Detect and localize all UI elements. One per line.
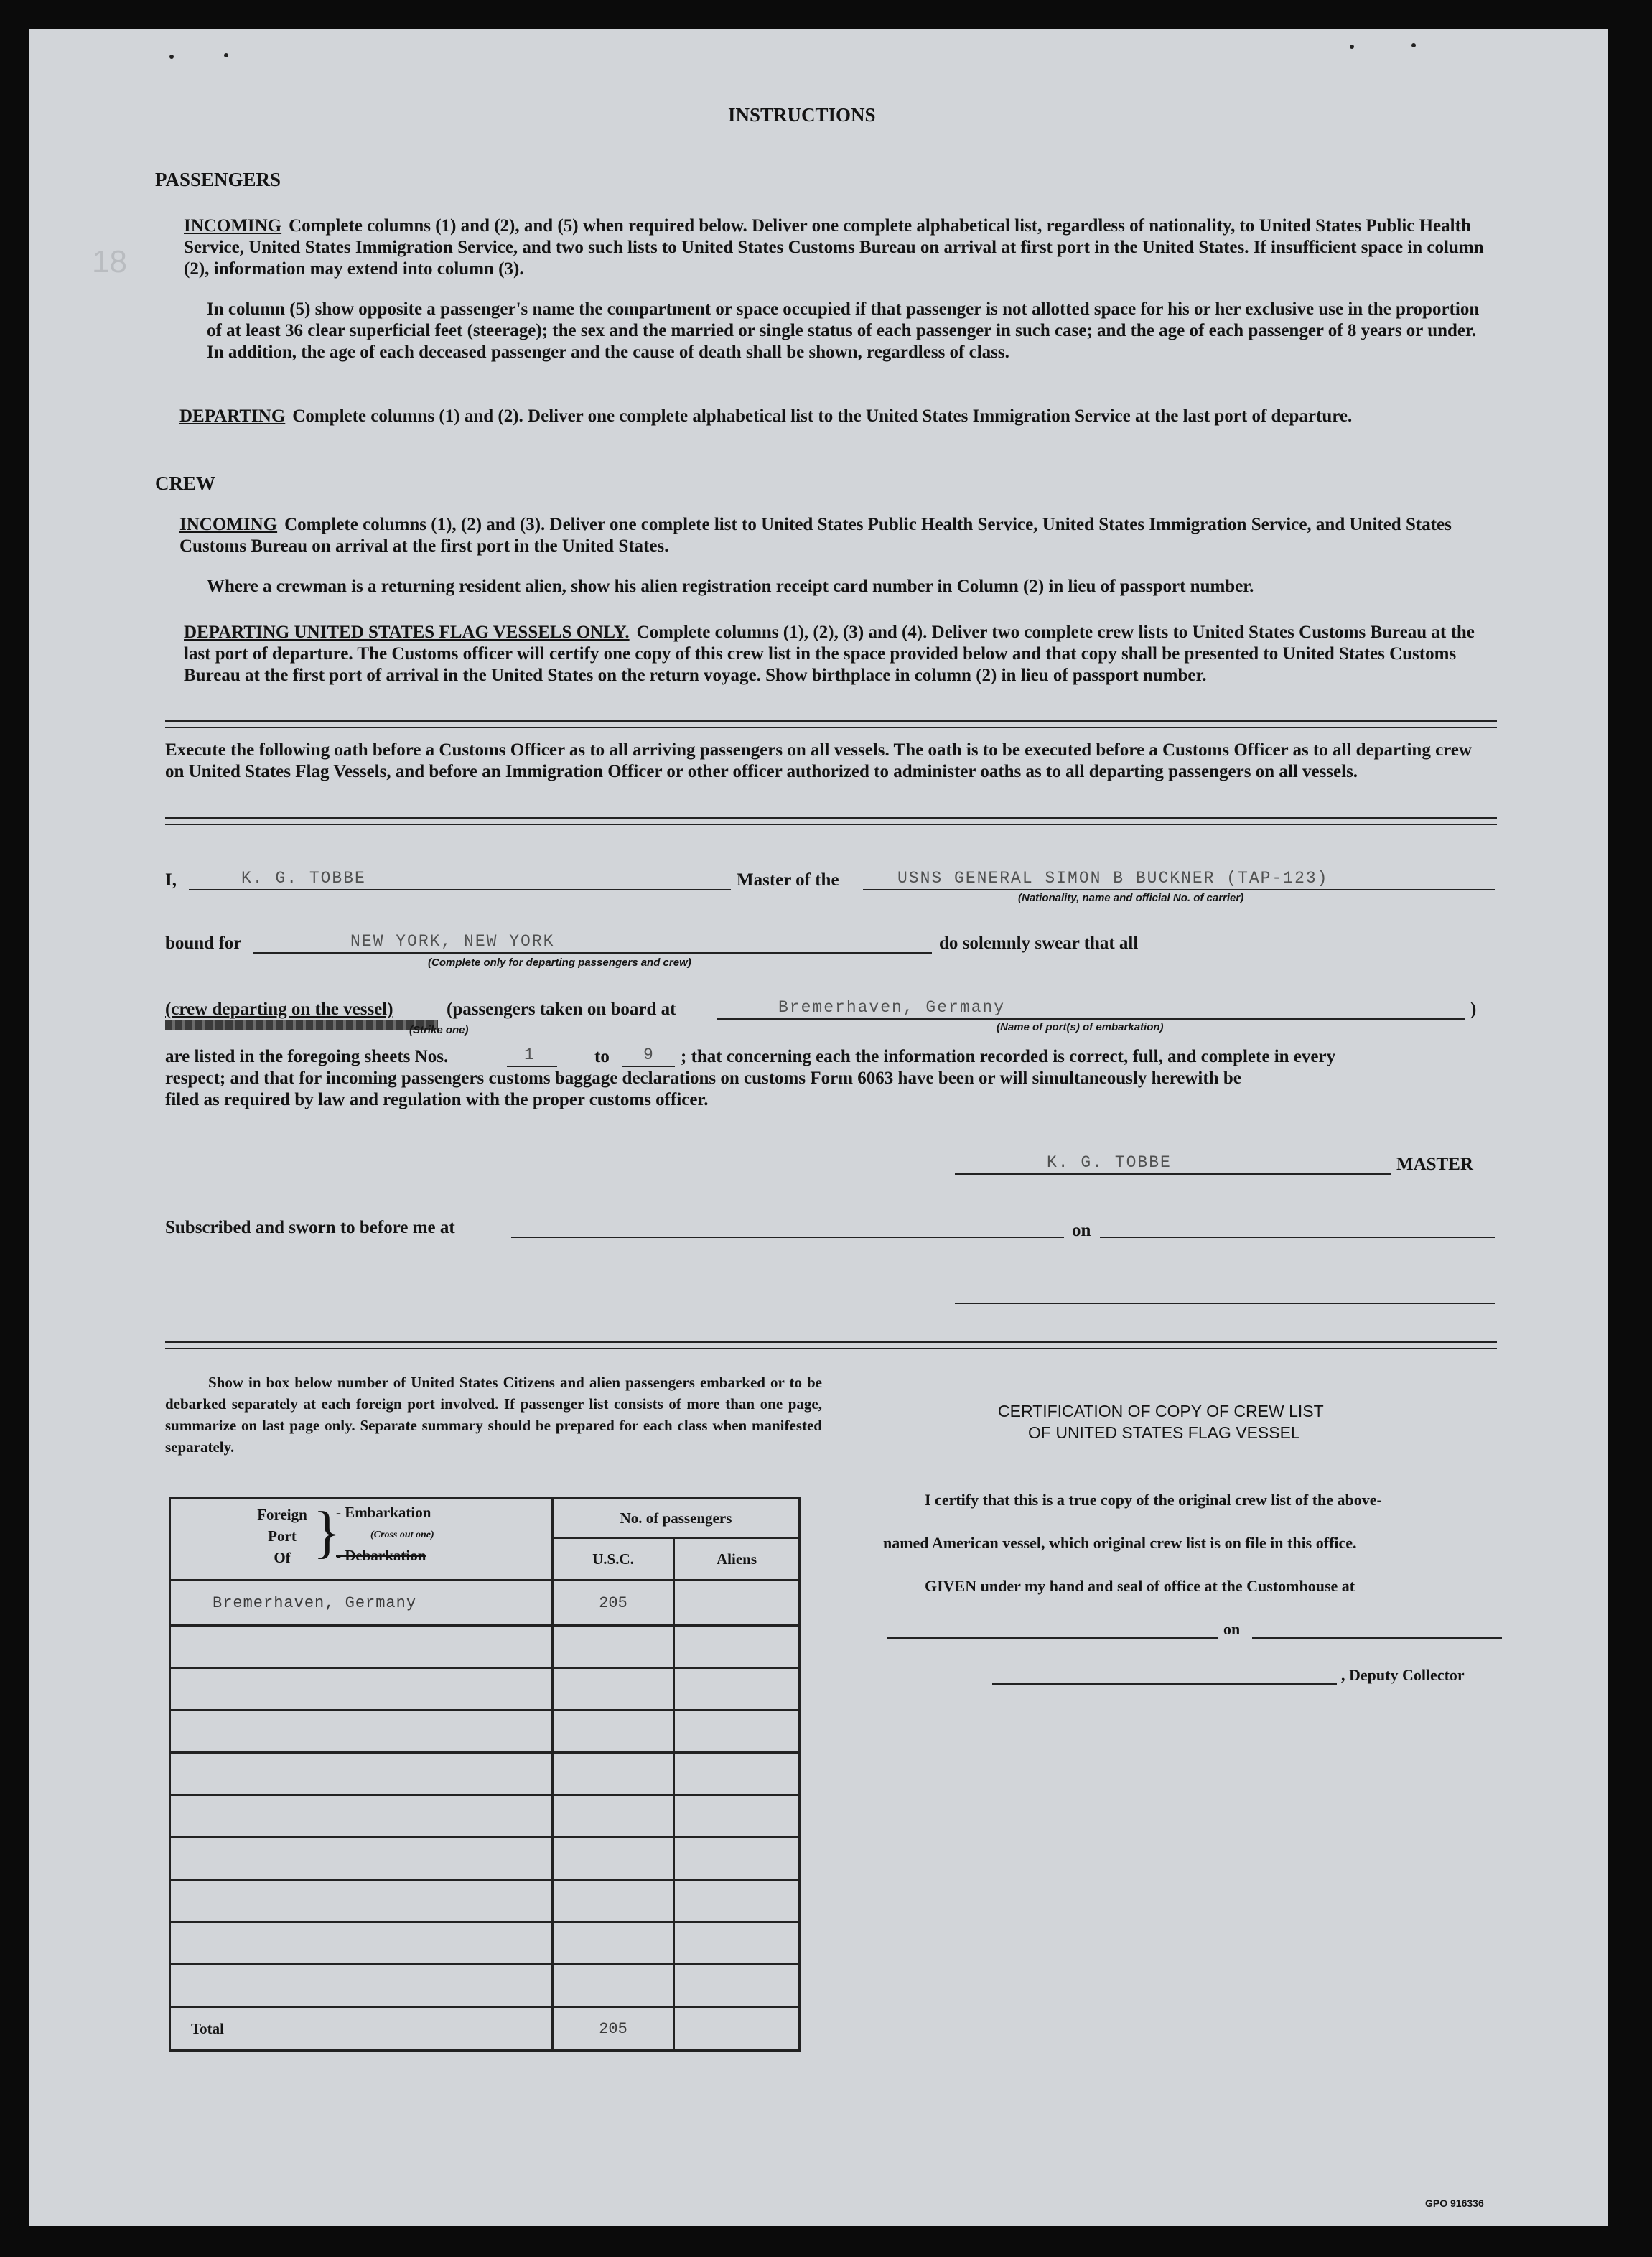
row-aliens-cell [674, 1880, 800, 1922]
master-label: MASTER [1396, 1155, 1473, 1174]
deputy-signature-line [992, 1683, 1337, 1685]
row-aliens-cell [674, 1711, 800, 1753]
page-number-faint: 18 [92, 244, 127, 279]
crew-departing-option: (crew departing on the vessel) [165, 1000, 393, 1019]
row-port-cell [170, 1922, 553, 1965]
scan-speck [169, 55, 174, 59]
table-row [170, 1880, 800, 1922]
crew-incoming-paragraph [179, 514, 1493, 557]
signature-line [955, 1173, 1391, 1175]
table-row [170, 1711, 800, 1753]
customhouse-place-line [887, 1637, 1218, 1639]
port-caption: (Name of port(s) of embarkation) [997, 1021, 1164, 1033]
passengers-incoming-paragraph [184, 215, 1494, 280]
embarkation-label: - Embarkation [336, 1504, 431, 1521]
row-aliens-cell [674, 1922, 800, 1965]
table-row [170, 1795, 800, 1838]
of-label: Of [274, 1549, 291, 1566]
certification-on-label: on [1223, 1620, 1241, 1638]
passengers-departing-paragraph [179, 406, 1493, 427]
summary-rows [170, 1581, 800, 2007]
row-aliens-cell [674, 1753, 800, 1795]
row-port-cell [170, 1711, 553, 1753]
row-usc-cell [553, 1795, 674, 1838]
sheets-rest: ; that concerning each the information recorded is correct, full, and complete in every [681, 1047, 1336, 1066]
row-port-cell [170, 1668, 553, 1711]
row-port-cell: Bremerhaven, Germany [170, 1581, 553, 1626]
certification-text-2: named American vessel, which original crew list is on file in this office. [883, 1534, 1357, 1552]
debarkation-label: - Debarkation [336, 1547, 426, 1564]
total-usc: 205 [553, 2007, 674, 2051]
port-label: Port [268, 1527, 297, 1545]
oath-intro: Execute the following oath before a Customs Officer as to all arriving passengers on all vessels. The oath is to be executed before a Customs Officer as to all departing crew on United States Flag Vessels, and before an Immigration Officer or other officer authorized to administer oaths as to all departing passengers on all vessels. [165, 740, 1472, 781]
on-label: on [1072, 1221, 1091, 1240]
sheet-to-line [622, 1066, 675, 1067]
bound-for-label: bound for [165, 934, 242, 953]
subscribed-date-line [1100, 1237, 1495, 1238]
bound-caption: (Complete only for departing passengers and crew) [428, 957, 691, 969]
crew-departing-paragraph [184, 622, 1494, 687]
crew-departing-head: DEPARTING UNITED STATES FLAG VESSELS ONLY. [184, 623, 630, 642]
row-usc-cell: 205 [553, 1581, 674, 1626]
scan-speck [1411, 43, 1416, 47]
port-line [717, 1018, 1465, 1020]
table-row [170, 1668, 800, 1711]
table-row [170, 1626, 800, 1668]
section-divider [165, 1341, 1497, 1349]
table-row [170, 1922, 800, 1965]
row-usc-cell [553, 1626, 674, 1668]
no-passengers-header: No. of passengers [553, 1499, 800, 1538]
passengers-incoming-text: Complete columns (1) and (2), and (5) when required below. Deliver one complete alphabetical list, regardless of nationality, to United States Public Health Service, United States Immigration Service, and two such lists to United States Customs Bureau on arrival at first port in the United States. If insufficient space in column (2), information may extend into column (3). [184, 216, 1484, 279]
row-aliens-cell [674, 1668, 800, 1711]
row-port-cell [170, 1626, 553, 1668]
total-label: Total [170, 2007, 553, 2051]
row-aliens-cell [674, 1581, 800, 1626]
row-aliens-cell [674, 1965, 800, 2007]
crew-incoming-head: INCOMING [179, 515, 278, 534]
passengers-departing-text: Complete columns (1) and (2). Deliver one complete alphabetical list to the United States Immigration Service at the last port of departure. [292, 406, 1353, 426]
port-typed: Bremerhaven, Germany [778, 998, 1006, 1017]
aliens-header: Aliens [674, 1538, 800, 1581]
master-name-typed: K. G. TOBBE [241, 869, 366, 888]
subscribed-label: Subscribed and sworn to before me at [165, 1218, 455, 1237]
row-port-cell [170, 1753, 553, 1795]
row-usc-cell [553, 1753, 674, 1795]
row-port-cell [170, 1838, 553, 1880]
passengers-taken-label: (passengers taken on board at [447, 1000, 676, 1019]
passengers-departing-head: DEPARTING [179, 406, 286, 426]
table-row [170, 1753, 800, 1795]
footer-code: GPO 916336 [1425, 2197, 1484, 2209]
crew-alien-paragraph: Where a crewman is a returning resident alien, show his alien registration receipt card number in Column (2) in lieu of passport number. [207, 577, 1254, 596]
table-row [170, 1965, 800, 2007]
row-usc-cell [553, 1668, 674, 1711]
vessel-caption: (Nationality, name and official No. of carrier) [1018, 892, 1244, 904]
row-port-cell [170, 1795, 553, 1838]
certification-title-1: CERTIFICATION OF COPY OF CREW LIST [998, 1402, 1324, 1420]
scan-speck [224, 53, 228, 57]
swear-label: do solemnly swear that all [939, 934, 1139, 953]
row-aliens-cell [674, 1838, 800, 1880]
master-of-label: Master of the [737, 870, 839, 890]
bound-for-line [253, 952, 932, 954]
foreign-label: Foreign [257, 1506, 307, 1523]
cross-out-label: (Cross out one) [370, 1530, 434, 1540]
vessel-line [863, 889, 1495, 890]
row-usc-cell [553, 1880, 674, 1922]
passenger-summary-table [169, 1497, 801, 2052]
row-port-cell [170, 1880, 553, 1922]
sheet-to-typed: 9 [643, 1046, 655, 1064]
bound-for-typed: NEW YORK, NEW YORK [350, 932, 555, 951]
row-aliens-cell [674, 1626, 800, 1668]
passengers-incoming-head: INCOMING [184, 216, 282, 236]
section-divider [165, 720, 1497, 728]
row-usc-cell [553, 1922, 674, 1965]
foreign-port-header [170, 1499, 553, 1581]
master-name-line [189, 889, 731, 890]
row-usc-cell [553, 1965, 674, 2007]
oath-i-label: I, [165, 870, 177, 890]
subscribed-place-line [511, 1237, 1064, 1238]
sheet-from-typed: 1 [524, 1046, 536, 1064]
scan-speck [1350, 45, 1354, 49]
total-aliens [674, 2007, 800, 2051]
passengers-heading: PASSENGERS [155, 169, 281, 190]
table-header-row [170, 1499, 800, 1538]
oath-line3: filed as required by law and regulation with the proper customs officer. [165, 1090, 709, 1109]
total-row [170, 2007, 800, 2051]
usc-header: U.S.C. [553, 1538, 674, 1581]
certification-date-line [1252, 1637, 1502, 1639]
strike-through-mark [165, 1020, 438, 1030]
crew-heading: CREW [155, 473, 216, 494]
row-port-cell [170, 1965, 553, 2007]
crew-departing-text: Complete columns (1), (2), (3) and (4). Deliver two complete crew lists to United States Customs Bureau at the last port of departure. The Customs officer will certify one copy of this crew list in the space provided below and that copy shall be presented to United States Customs Bureau at the first port of arrival in the United States on the return voyage. Show birthplace in column (2) in lieu of passport number. [184, 623, 1475, 685]
document-page [29, 29, 1608, 2226]
oath-line2: respect; and that for incoming passengers customs baggage declarations on customs Form 6063 have been or will simultaneously herewith be [165, 1069, 1241, 1088]
certification-text-1: I certify that this is a true copy of the original crew list of the above- [925, 1491, 1382, 1509]
deputy-collector-label: , Deputy Collector [1341, 1666, 1465, 1684]
row-usc-cell [553, 1711, 674, 1753]
row-usc-cell [553, 1838, 674, 1880]
page-title: INSTRUCTIONS [728, 104, 876, 126]
sheet-from-line [507, 1066, 557, 1067]
brace-glyph: } [313, 1501, 341, 1564]
vessel-typed: USNS GENERAL SIMON B BUCKNER (TAP-123) [897, 869, 1329, 888]
summary-instructions: Show in box below number of United States Citizens and alien passengers embarked or to be debarked separately at each foreign port involved. If passenger list consists of more than one page, summarize on last page only. Separate summary should be prepared for each class when manifested separately. [165, 1374, 822, 1456]
close-paren: ) [1470, 1000, 1477, 1019]
passengers-column5-paragraph: In column (5) show opposite a passenger's name the compartment or space occupied if that passenger is not allotted space for his or her exclusive use in the proportion of at least 36 clear superficial feet (steerage); the sex and the married or single status of each passenger in such case; and the age of each passenger of 8 years or under. In addition, the age of each deceased passenger and the cause of death shall be shown, regardless of class. [207, 299, 1480, 362]
certification-title-2: OF UNITED STATES FLAG VESSEL [1028, 1423, 1300, 1442]
certification-text-3: GIVEN under my hand and seal of office at the Customhouse at [925, 1577, 1355, 1595]
crew-incoming-text: Complete columns (1), (2) and (3). Deliver one complete list to United States Public Health Service, United States Immigration Service, and United States Customs Bureau on arrival at the first port in the United States. [179, 515, 1452, 556]
table-row [170, 1581, 800, 1626]
officer-signature-line [955, 1303, 1495, 1304]
sheets-label: are listed in the foregoing sheets Nos. [165, 1047, 449, 1066]
strike-caption: (Strike one) [409, 1024, 469, 1036]
section-divider [165, 817, 1497, 825]
row-aliens-cell [674, 1795, 800, 1838]
foreign-port-stack [250, 1504, 314, 1568]
to-label: to [594, 1047, 610, 1066]
signature-typed: K. G. TOBBE [1047, 1153, 1172, 1172]
table-row [170, 1838, 800, 1880]
